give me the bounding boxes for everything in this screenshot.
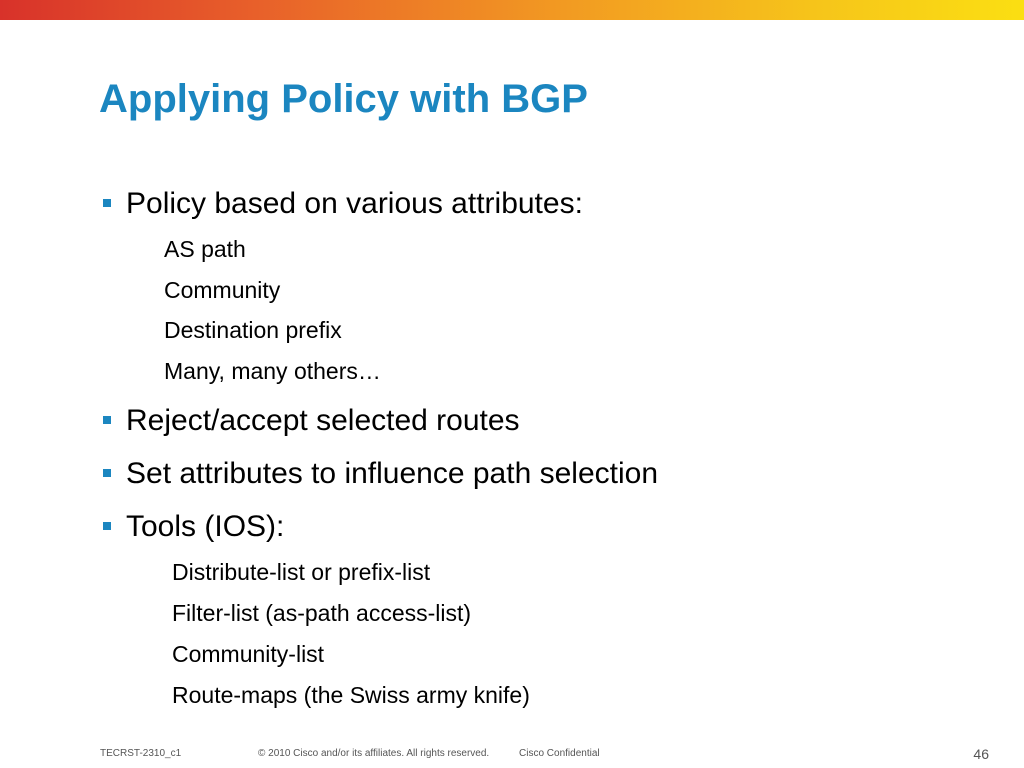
footer-confidential: Cisco Confidential: [519, 748, 600, 759]
footer-session-id: TECRST-2310_c1: [100, 748, 182, 759]
square-bullet-icon: [103, 469, 111, 477]
square-bullet-icon: [103, 416, 111, 424]
sub-item-community-list: Community-list: [172, 641, 325, 667]
sub-item-filter-list: Filter-list (as-path access-list): [172, 600, 472, 626]
footer-copyright: © 2010 Cisco and/or its affiliates. All rights reserved.: [258, 748, 490, 759]
bullet-text: Tools (IOS):: [126, 510, 285, 543]
sub-item-destination-prefix: Destination prefix: [164, 317, 342, 343]
sub-item-distribute-list: Distribute-list or prefix-list: [172, 559, 431, 585]
sub-item-many-others: Many, many others…: [164, 358, 381, 384]
bullet-text: Policy based on various attributes:: [126, 187, 583, 220]
page-number: 46: [973, 746, 989, 762]
sub-item-route-maps: Route-maps (the Swiss army knife): [172, 682, 530, 708]
sub-item-as-path: AS path: [164, 236, 246, 262]
bullet-text: Reject/accept selected routes: [126, 404, 520, 437]
square-bullet-icon: [103, 522, 111, 530]
square-bullet-icon: [103, 199, 111, 207]
bullet-text: Set attributes to influence path selection: [126, 457, 659, 490]
sub-item-community: Community: [164, 277, 281, 303]
slide-title: Applying Policy with BGP: [99, 77, 588, 121]
top-gradient-banner: [0, 0, 1024, 20]
